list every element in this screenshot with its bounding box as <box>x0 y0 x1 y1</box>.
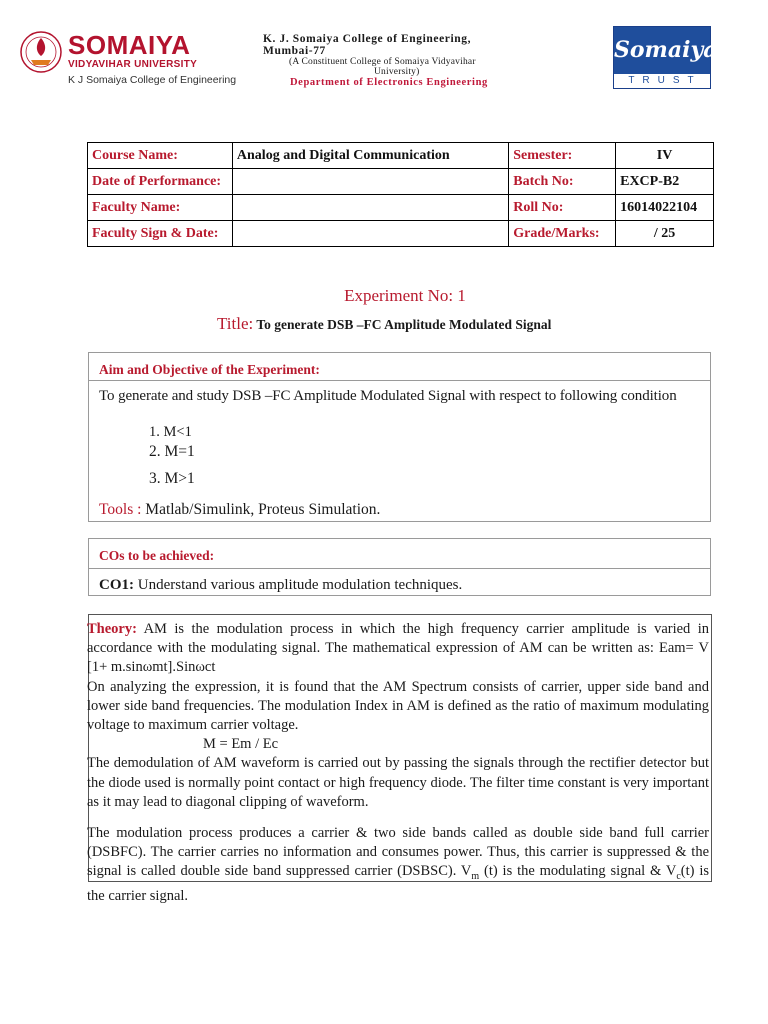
theory-p4-c: (t) is the carrier signal. <box>87 863 709 904</box>
theory-p4-b: (t) is the modulating signal & V <box>479 863 677 880</box>
date-value <box>232 169 508 195</box>
co1-text: Understand various amplitude modulation techniques. <box>137 577 463 593</box>
title-label: Title: <box>217 314 254 333</box>
semester-value: IV <box>616 143 714 169</box>
grade-value: / 25 <box>616 221 714 247</box>
condition-item: 1. M<1 <box>149 424 192 440</box>
table-row <box>88 195 714 221</box>
semester-label: Semester: <box>509 143 616 169</box>
sign-label: Faculty Sign & Date: <box>88 221 233 247</box>
condition-item: 3. M>1 <box>149 470 195 487</box>
sign-value <box>232 221 508 247</box>
theory-p4-a: The modulation process produces a carrier & two side bands called as double side band full carrier (DSBFC). The carrier carries no information and consumes power. Thus, this carrier is suppressed & the signal is called double side band suppressed carrier (DSBSC). V <box>87 825 709 880</box>
co1-label: CO1: <box>99 577 134 593</box>
cos-section <box>88 538 711 596</box>
tools-label: Tools : <box>99 501 142 518</box>
logo-university-subtitle: VIDYAVIHAR UNIVERSITY <box>68 59 198 70</box>
batch-label: Batch No: <box>509 169 616 195</box>
somaiya-university-logo <box>18 30 237 88</box>
college-header <box>263 33 563 89</box>
experiment-number: Experiment No: 1 <box>344 286 466 305</box>
cos-divider <box>89 568 710 569</box>
title-text: To generate DSB –FC Amplitude Modulated Signal <box>256 317 552 332</box>
theory-p2: On analyzing the expression, it is found that the AM Spectrum consists of carrier, upper side band and lower side band frequencies. The modulation Index in AM is defined as the ratio of maximum modulating voltage to maximum carrier voltage. <box>87 678 709 734</box>
course-name-label: Course Name: <box>88 143 233 169</box>
department-name: Department of Electronics Engineering <box>290 77 488 88</box>
batch-value: EXCP-B2 <box>616 169 714 195</box>
table-row <box>88 143 714 169</box>
aim-text: To generate and study DSB –FC Amplitude Modulated Signal with respect to following condition <box>99 388 677 404</box>
somaiya-trust-logo <box>613 26 718 89</box>
condition-item: 2. M=1 <box>149 443 195 460</box>
paragraph-gap <box>87 812 709 824</box>
flame-emblem-icon <box>18 30 64 88</box>
theory-p3: The demodulation of AM waveform is carried out by passing the signals through the rectifier detector but the diode used is normally point contact or high frequency diode. The filter time constant is very important as it may lead to diagonal clipping of waveform. <box>87 755 709 810</box>
trust-logo-subtitle: TRUST <box>614 74 710 88</box>
tools-value: Matlab/Simulink, Proteus Simulation. <box>145 501 381 518</box>
logo-university-name: SOMAIYA <box>68 30 191 60</box>
aim-divider <box>89 380 710 381</box>
roll-value: 16014022104 <box>616 195 714 221</box>
table-row <box>88 221 714 247</box>
college-city: Mumbai-77 <box>263 45 326 57</box>
logo-college-name: K J Somaiya College of Engineering <box>68 74 237 86</box>
trust-logo-name: Somaiya <box>614 27 710 74</box>
tools-line <box>99 501 380 519</box>
roll-label: Roll No: <box>509 195 616 221</box>
date-label: Date of Performance: <box>88 169 233 195</box>
aim-section <box>88 352 711 522</box>
theory-paragraph <box>87 620 709 678</box>
cos-heading: COs to be achieved: <box>99 548 215 563</box>
experiment-title <box>217 314 551 334</box>
aim-heading: Aim and Objective of the Experiment: <box>99 362 320 377</box>
theory-label: Theory: <box>87 621 137 637</box>
course-name-value: Analog and Digital Communication <box>232 143 508 169</box>
college-affiliation: (A Constituent College of Somaiya Vidyavihar <box>289 57 476 67</box>
college-affiliation-cont: University) <box>374 67 420 77</box>
theory-p4 <box>87 824 709 906</box>
theory-section <box>87 620 709 906</box>
faculty-value <box>232 195 508 221</box>
course-info-table <box>87 142 714 247</box>
table-row <box>88 169 714 195</box>
grade-label: Grade/Marks: <box>509 221 616 247</box>
faculty-label: Faculty Name: <box>88 195 233 221</box>
theory-p1: AM is the modulation process in which the high frequency carrier amplitude is varied in accordance with the modulating signal. The mathematical expression of AM can be written as: Eam= V [1+ m.sinωmt].Sinωct <box>87 621 710 676</box>
theory-p4-sub-m: m <box>471 871 480 883</box>
college-name: K. J. Somaiya College of Engineering, <box>263 33 472 45</box>
co1-line <box>99 577 462 594</box>
theory-p4-sub-c: c <box>676 871 681 883</box>
theory-equation: M = Em / Ec <box>203 736 279 753</box>
